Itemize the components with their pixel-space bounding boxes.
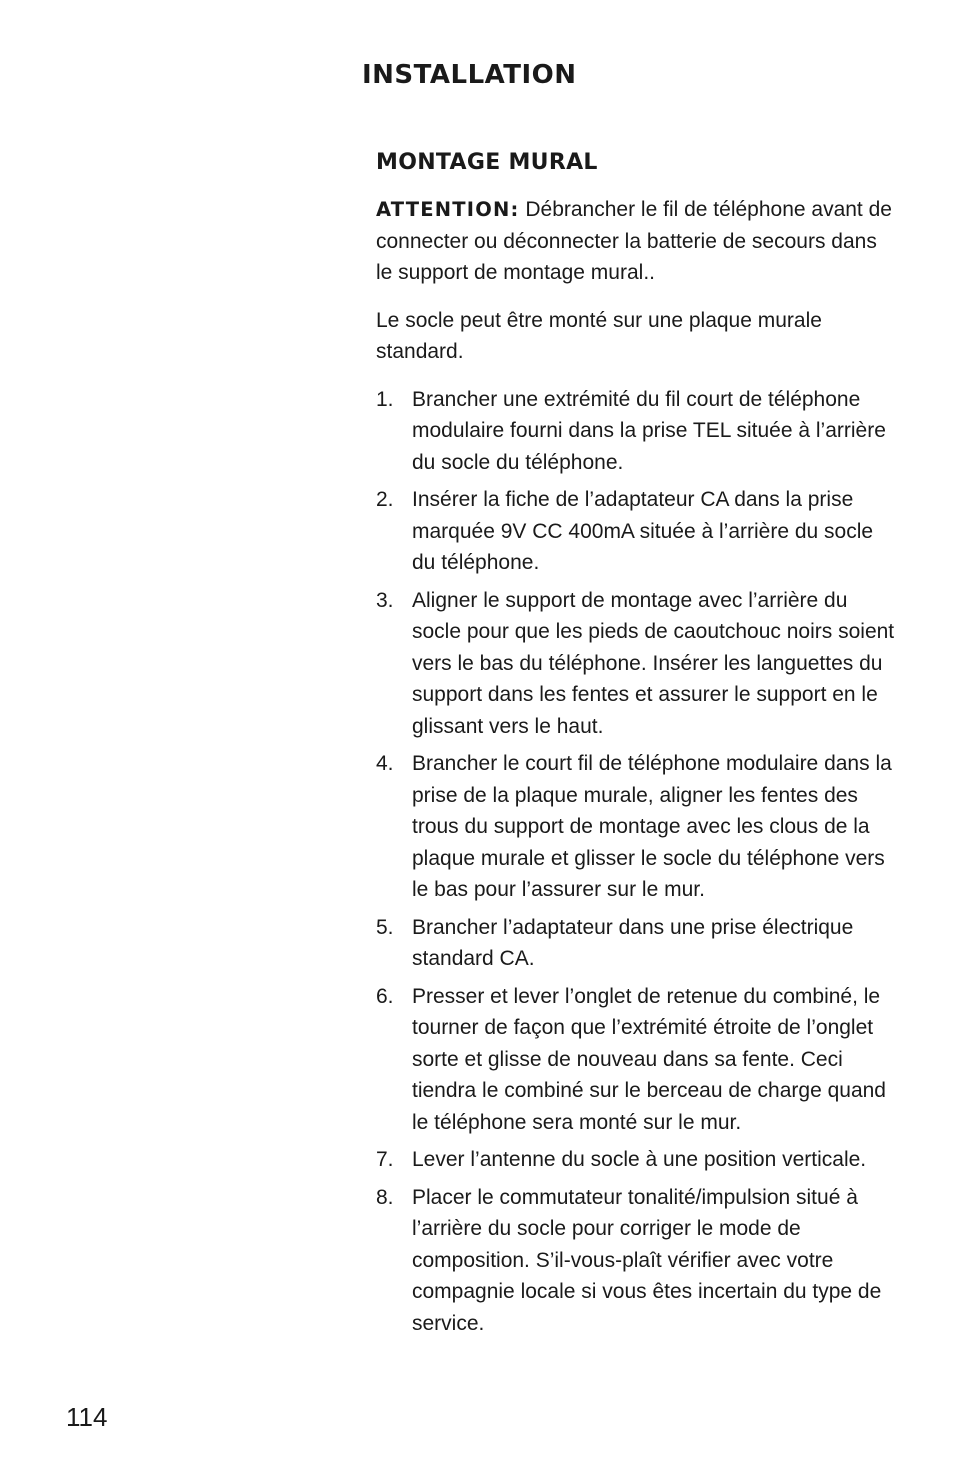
step-text: Aligner le support de montage avec l’arrière du socle pour que les pieds de caoutchouc noirs soient vers le bas du téléphone. Insérer les languettes du support dans les fentes et assurer le support en le glissant vers le haut. (412, 588, 895, 738)
step-number: 4. (376, 752, 394, 775)
installation-steps (376, 384, 896, 1340)
step-number: 2. (376, 488, 394, 511)
step-number: 1. (376, 387, 394, 411)
step-text: Brancher une extrémité du fil court de téléphone modulaire fourni dans la prise TEL située à l’arrière du socle du téléphone. (412, 387, 886, 474)
subsection-title: MONTAGE MURAL (376, 150, 598, 175)
step-number: 7. (376, 1148, 394, 1171)
attention-paragraph (376, 194, 896, 289)
step-text: Lever l’antenne du socle à une position verticale. (412, 1148, 867, 1171)
section-title: INSTALLATION (362, 60, 577, 90)
attention-label: ATTENTION: (376, 198, 520, 221)
intro-paragraph: Le socle peut être monté sur une plaque murale standard. (376, 308, 822, 363)
step-text: Insérer la fiche de l’adaptateur CA dans la prise marquée 9V CC 400mA située à l’arrière du socle du téléphone. (412, 488, 874, 574)
step-text: Presser et lever l’onglet de retenue du combiné, le tourner de façon que l’extrémité étroite de l’onglet sorte et glisse de nouveau dans sa fente. Ceci tiendra le combiné sur le berceau de charge quand le téléphone sera monté sur le mur. (412, 984, 886, 1134)
step-number: 6. (376, 984, 394, 1008)
attention-text: Débrancher le fil de téléphone avant de connecter ou déconnecter la batterie de secours dans le support de montage mural.. (376, 198, 892, 284)
step-item (376, 384, 896, 479)
step-number: 8. (376, 1185, 394, 1209)
step-item (376, 1182, 896, 1340)
step-number: 3. (376, 588, 394, 612)
step-item (376, 981, 896, 1139)
step-item (376, 585, 896, 743)
step-text: Brancher l’adaptateur dans une prise électrique standard CA. (412, 915, 854, 970)
step-item (376, 1144, 896, 1176)
step-text: Brancher le court fil de téléphone modulaire dans la prise de la plaque murale, aligner les fentes des trous du support de montage avec les clous de la plaque murale et glisser le socle du téléphone vers le bas pour l’assurer sur le mur. (412, 752, 892, 901)
step-item (376, 912, 896, 975)
step-text: Placer le commutateur tonalité/impulsion situé à l’arrière du socle pour corriger le mode de composition. S’il-vous-plaît vérifier avec votre compagnie locale si vous êtes incertain du type de service. (412, 1185, 882, 1335)
step-item (376, 748, 896, 906)
page-number: 114 (66, 1402, 108, 1432)
main-content (376, 146, 896, 1345)
step-number: 5. (376, 915, 394, 939)
step-item (376, 484, 896, 579)
